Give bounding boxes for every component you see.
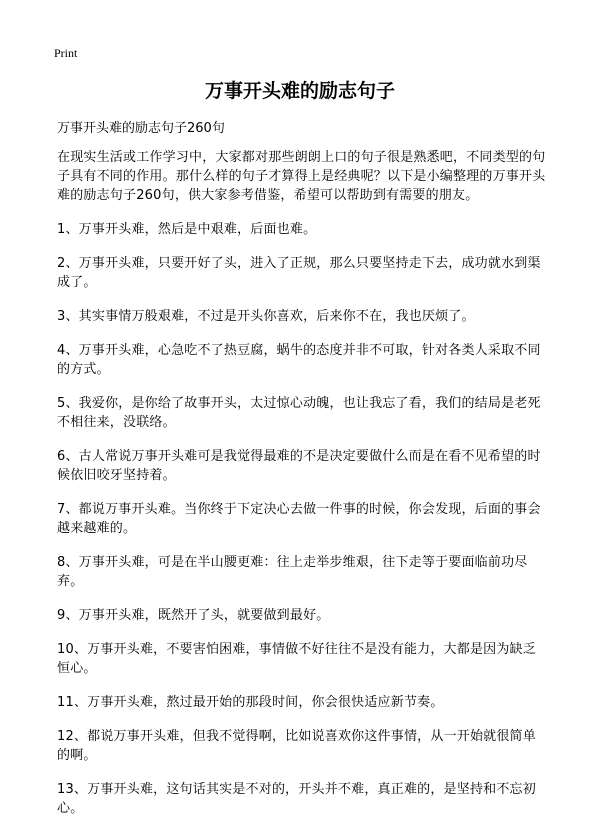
quote-item-5: 5、我爱你，是你给了故事开头，太过惊心动魄，也让我忘了看，我们的结局是老死不相往来，没联络。 — [57, 396, 541, 430]
print-link[interactable]: Print — [54, 46, 78, 60]
quote-item-1: 1、万事开头难，然后是中艰难，后面也难。 — [57, 222, 317, 237]
article-subtitle: 万事开头难的励志句子260句 — [57, 121, 225, 136]
quote-item-7: 7、都说万事开头难。当你终于下定决心去做一件事的时候，你会发现，后面的事会越来越难的。 — [57, 502, 541, 536]
quote-item-9: 9、万事开头难，既然开了头，就要做到最好。 — [57, 608, 330, 623]
quote-item-8: 8、万事开头难，可是在半山腰更难：往上走举步维艰，往下走等于要面临前功尽弃。 — [57, 555, 528, 589]
quote-item-12: 12、都说万事开头难，但我不觉得啊，比如说喜欢你这件事情，从一开始就很简单的啊。 — [57, 729, 536, 763]
quote-item-2: 2、万事开头难，只要开好了头，进入了正规，那么只要坚持走下去，成功就水到渠成了。 — [57, 256, 541, 290]
quote-item-13: 13、万事开头难，这句话其实是不对的，开头并不难，真正难的，是坚持和不忘初心。 — [57, 782, 536, 816]
quote-item-11: 11、万事开头难，熬过最开始的那段时间，你会很快适应新节奏。 — [57, 695, 444, 710]
quote-item-4: 4、万事开头难，心急吃不了热豆腐，蜗牛的态度并非不可取，针对各类人采取不同的方式。 — [57, 343, 541, 377]
quote-item-3: 3、其实事情万般艰难，不过是开头你喜欢，后来你不在，我也厌烦了。 — [57, 309, 475, 324]
article-body — [57, 148, 547, 833]
quote-item-6: 6、古人常说万事开头难可是我觉得最难的不是决定要做什么而是在看不见希望的时候依旧咬牙坚持着。 — [57, 449, 541, 483]
quote-item-10: 10、万事开头难，不要害怕困难，事情做不好往往不是没有能力，大都是因为缺乏恒心。 — [57, 642, 536, 676]
page-title: 万事开头难的励志句子 — [204, 80, 395, 102]
intro-paragraph: 在现实生活或工作学习中，大家都对那些朗朗上口的句子很是熟悉吧，不同类型的句子具有不同的作用。那什么样的句子才算得上是经典呢？以下是小编整理的万事开头难的励志句子260句，供大家参考借鉴，希望可以帮助到有需要的朋友。 — [57, 150, 546, 203]
